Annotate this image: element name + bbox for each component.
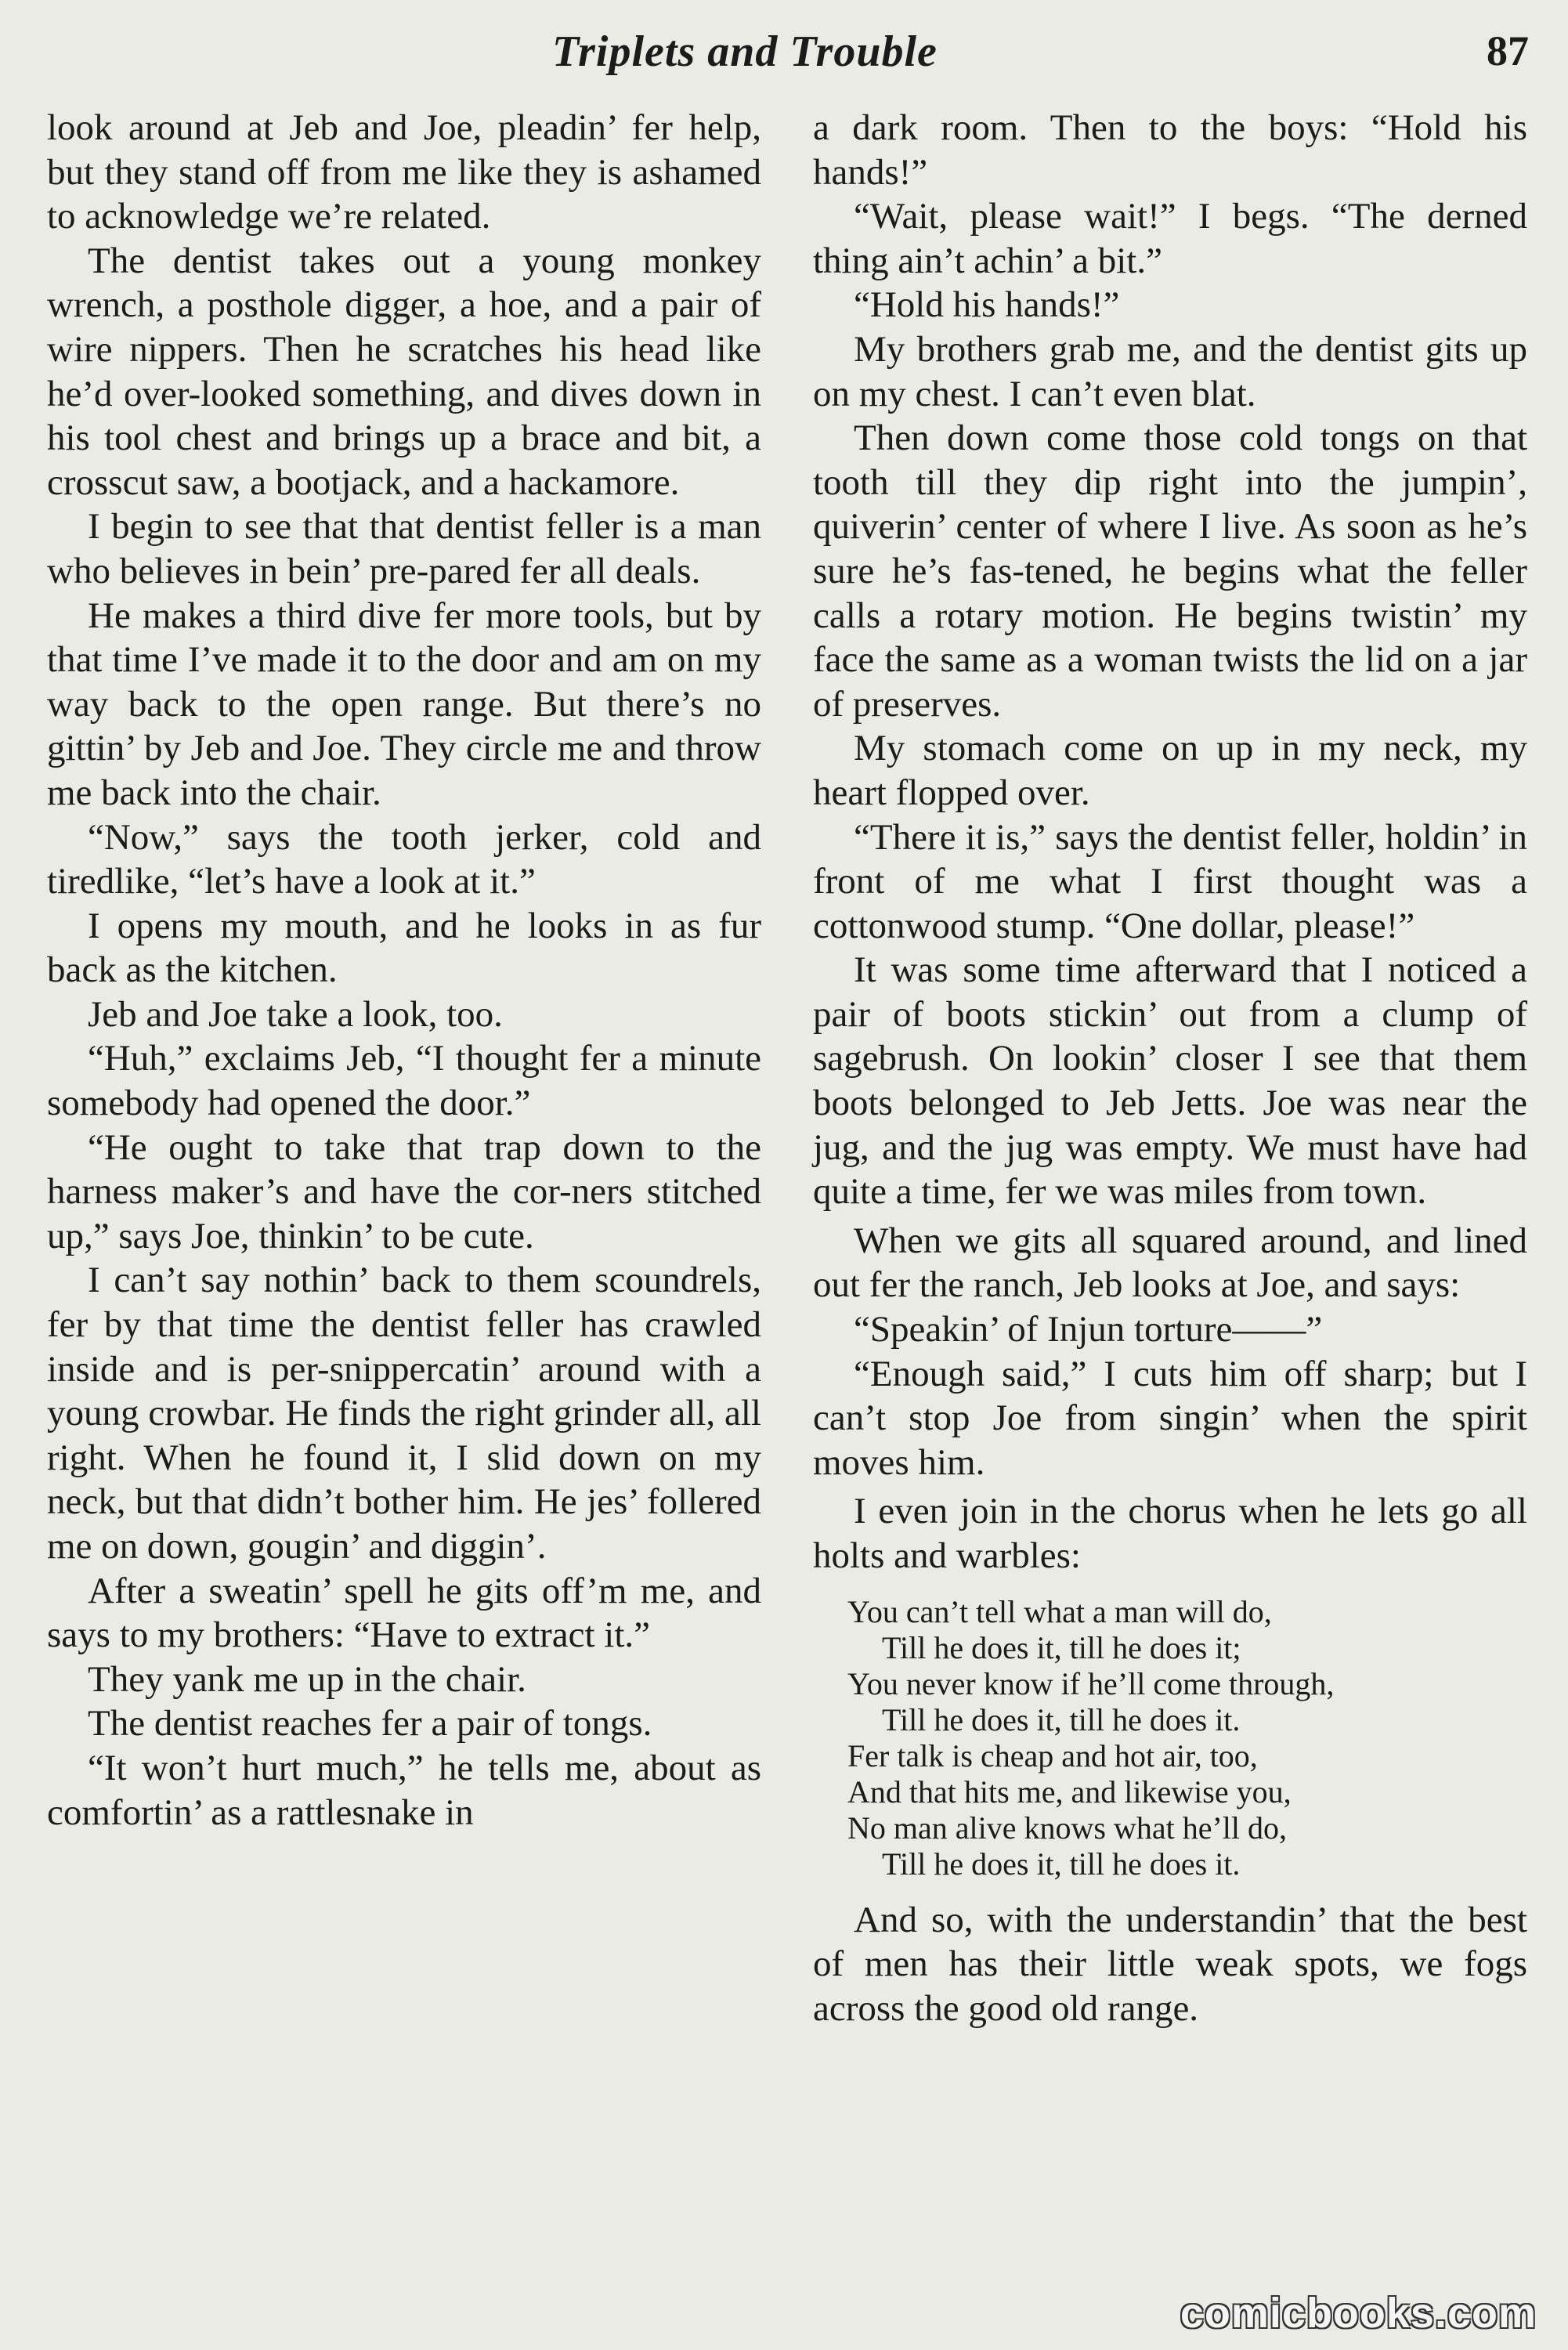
paragraph: “Wait, please wait!” I begs. “The derned thing ain’t achin’ a bit.” — [813, 196, 1527, 281]
verse-line: Fer talk is cheap and hot air, too, — [847, 1737, 1258, 1773]
verse-line: You can’t tell what a man will do, — [847, 1593, 1272, 1629]
verse-line: No man alive knows what he’ll do, — [847, 1810, 1287, 1846]
verse-line: Till he does it, till he does it. — [882, 1701, 1241, 1737]
paragraph: “There it is,” says the dentist feller, holdin’ in front of me what I first thought was a cottonwood stump. “One dollar, please!” — [813, 816, 1527, 946]
paragraph: I even join in the chorus when he lets go all holts and warbles: — [813, 1491, 1527, 1576]
left-column — [47, 106, 761, 1835]
paragraph: My brothers grab me, and the dentist gits up on my chest. I can’t even blat. — [813, 328, 1527, 414]
paragraph: “Now,” says the tooth jerker, cold and tiredlike, “let’s have a look at it.” — [47, 816, 761, 902]
paragraph: Then down come those cold tongs on that tooth till they dip right into the jumpin’, quiverin’ center of where I live. As soon as he’s sure he’s fas-tened, he begins what the feller calls a rotary motion. He begins twistin’ my face the same as a woman twists the lid on a jar of preserves. — [813, 418, 1527, 725]
page-number: 87 — [1487, 27, 1529, 74]
paragraph: He makes a third dive fer more tools, but by that time I’ve made it to the door and am on my way back to the open range. But there’s no gittin’ by Jeb and Joe. They circle me and throw me back into the chair. — [47, 595, 761, 813]
verse-line: Till he does it, till he does it; — [882, 1629, 1241, 1665]
running-head — [0, 27, 1568, 81]
paragraph: It was some time afterward that I noticed a pair of boots stickin’ out from a clump of sagebrush. On lookin’ closer I see that them boots belonged to Jeb Jetts. Joe was near the jug, and the jug was empty. We must have had quite a time, fer we was miles from town. — [813, 949, 1527, 1213]
watermark: comicbooks.com — [1180, 2290, 1537, 2337]
paragraph: look around at Jeb and Joe, pleadin’ fer help, but they stand off from me like they is ashamed to acknowledge we’re related. — [47, 107, 761, 237]
paragraph: I begin to see that that dentist feller is a man who believes in bein’ pre-pared fer all deals. — [47, 506, 761, 591]
paragraph: The dentist reaches fer a pair of tongs. — [88, 1703, 652, 1744]
paragraph: Jeb and Joe take a look, too. — [88, 993, 503, 1035]
paragraph: “He ought to take that trap down to the harness maker’s and have the cor-ners stitched up,” says Joe, thinkin’ to be cute. — [47, 1126, 761, 1256]
song-verse — [847, 1594, 1527, 1882]
paragraph: They yank me up in the chair. — [88, 1658, 526, 1700]
paragraph: I can’t say nothin’ back to them scoundrels, fer by that time the dentist feller has crawled inside and is per-snippercatin’ around with a young crowbar. He finds the right grinder all, all right. When he found it, I slid down on my neck, but that didn’t bother him. He jes’ follered me on down, gougin’ and diggin’. — [47, 1260, 761, 1567]
paragraph: “It won’t hurt much,” he tells me, about as comfortin’ as a rattlesnake in — [47, 1747, 761, 1833]
verse-line: You never know if he’ll come through, — [847, 1665, 1335, 1701]
paragraph: I opens my mouth, and he looks in as fur back as the kitchen. — [47, 905, 761, 991]
paragraph: “Hold his hands!” — [854, 284, 1120, 326]
paragraph: “Speakin’ of Injun torture——” — [854, 1309, 1323, 1350]
paragraph: My stomach come on up in my neck, my heart flopped over. — [813, 728, 1527, 813]
verse-line: Till he does it, till he does it. — [882, 1846, 1241, 1882]
closing-paragraph: And so, with the understandin’ that the best of men has their little weak spots, we fogs across the good old range. — [813, 1899, 1527, 2029]
right-column — [813, 106, 1527, 2030]
paragraph: “Enough said,” I cuts him off sharp; but I can’t stop Joe from singin’ when the spirit moves him. — [813, 1353, 1527, 1483]
paragraph: The dentist takes out a young monkey wrench, a posthole digger, a hoe, and a pair of wire nippers. Then he scratches his head like he’d over-looked something, and dives down in his tool chest and brings up a brace and bit, a crosscut saw, a bootjack, and a hackamore. — [47, 240, 761, 503]
paragraph: a dark room. Then to the boys: “Hold his hands!” — [813, 107, 1527, 193]
running-title: Triplets and Trouble — [552, 27, 938, 76]
verse-line: And that hits me, and likewise you, — [847, 1773, 1292, 1810]
paragraph: When we gits all squared around, and lined out fer the ranch, Jeb looks at Joe, and says: — [813, 1220, 1527, 1306]
paragraph: After a sweatin’ spell he gits off’m me, and says to my brothers: “Have to extract it.” — [47, 1570, 761, 1656]
paragraph: “Huh,” exclaims Jeb, “I thought fer a minute somebody had opened the door.” — [47, 1038, 761, 1124]
